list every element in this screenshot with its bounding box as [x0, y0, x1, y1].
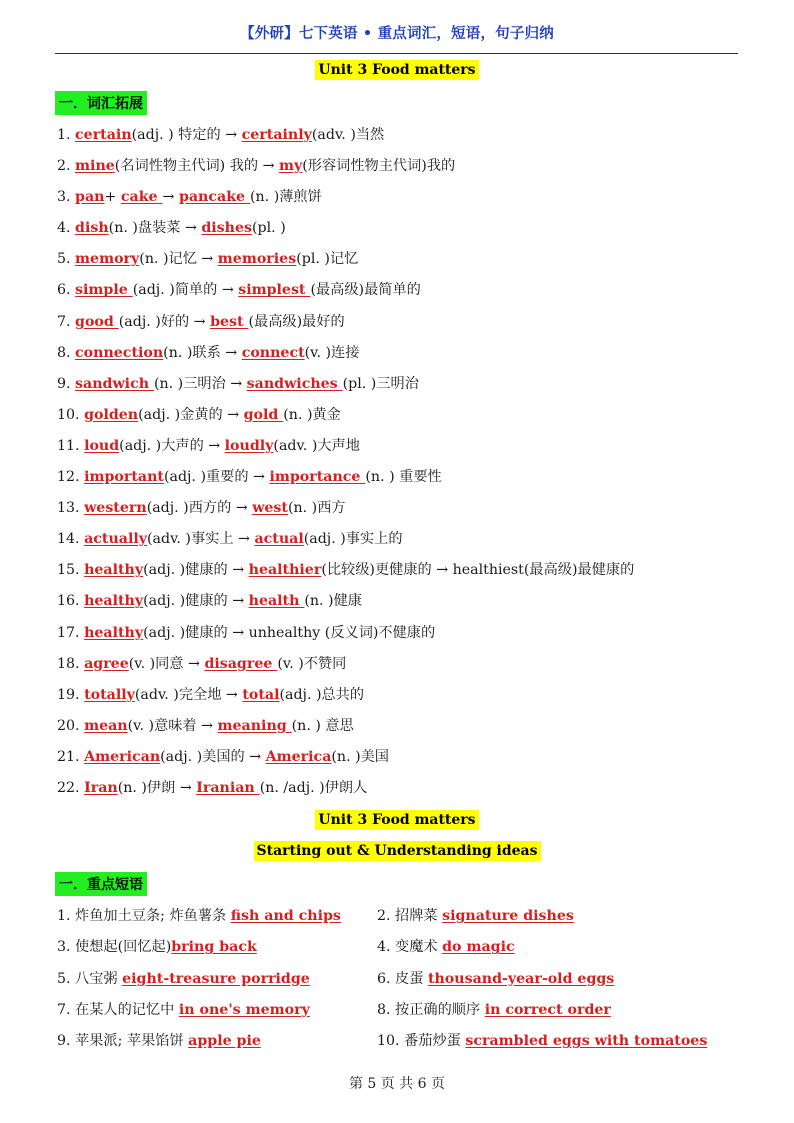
vocab-item [57, 402, 757, 433]
vocab-text: (v. )连接 [304, 344, 360, 361]
phrase-item [377, 1028, 707, 1054]
answer-word: healthy [84, 562, 144, 579]
phrase-row [57, 997, 757, 1028]
phrase-english-answer: in one's memory [178, 1001, 310, 1018]
answer-word: America [265, 748, 332, 765]
phrase-item [57, 903, 341, 929]
phrase-chinese: 按正确的顺序 [395, 1001, 485, 1018]
answer-word: pan [75, 189, 105, 206]
answer-word: American [84, 748, 161, 765]
phrase-number: 10. [377, 1033, 405, 1050]
vocab-text: (adv. )当然 [311, 127, 385, 143]
vocab-item-number: 9. [57, 375, 76, 392]
vocab-text: (adj. )好的 → [118, 313, 211, 330]
answer-word: dishes [201, 220, 253, 237]
subsection-banner [0, 843, 794, 859]
vocab-item [57, 371, 757, 402]
phrase-item [377, 966, 614, 992]
subsection-banner-text: Starting out & Understanding ideas [254, 841, 541, 861]
answer-word: sandwiches [246, 375, 343, 392]
answer-word: disagree [204, 655, 278, 672]
vocab-text: (adj. )简单的 → [132, 282, 239, 299]
vocab-item [57, 651, 757, 682]
answer-word: good [75, 313, 119, 330]
phrase-english-answer: scrambled eggs with tomatoes [465, 1033, 708, 1050]
phrase-number: 2. [377, 908, 396, 924]
phrase-number: 5. [57, 970, 76, 987]
answer-word: cake [120, 189, 163, 206]
vocab-text: (adj. )金黄的 → [138, 406, 244, 423]
vocab-item-number: 17. [57, 624, 85, 641]
vocab-text: (比较级)更健康的 → healthiest(最高级)最健康的 [321, 562, 635, 579]
phrase-item [377, 903, 574, 929]
vocab-text: (v. )同意 → [128, 655, 205, 672]
phrase-english-answer: thousand-year-old eggs [427, 970, 615, 987]
answer-word: simple [75, 282, 133, 299]
answer-word: importance [269, 469, 366, 486]
phrase-english-answer: signature dishes [442, 908, 574, 924]
vocab-item [57, 309, 757, 340]
vocab-item [57, 153, 757, 184]
vocab-item-number: 6. [57, 282, 76, 299]
vocab-item-number: 3. [57, 189, 76, 206]
vocab-item-number: 12. [57, 469, 85, 486]
vocab-item-number: 2. [57, 158, 76, 175]
phrase-list [57, 903, 757, 1059]
answer-word: connect [241, 344, 305, 361]
vocab-text: (n. )三明治 → [153, 375, 247, 392]
vocab-text: (n. )健康 [304, 593, 362, 610]
phrase-chinese: 八宝粥 [75, 970, 123, 987]
vocab-text: (最高级)最简单的 [310, 282, 421, 299]
answer-word: total [242, 686, 280, 703]
answer-word: loudly [224, 437, 274, 454]
vocab-item [57, 526, 757, 557]
vocab-item [57, 557, 757, 588]
vocab-item [57, 464, 757, 495]
answer-word: mean [84, 717, 128, 734]
answer-word: connection [75, 344, 164, 361]
answer-word: pancake [178, 189, 250, 206]
vocab-text: (adj. )美国的 → [160, 748, 266, 765]
answer-word: gold [243, 406, 284, 423]
vocab-item [57, 122, 757, 153]
phrase-row [57, 934, 757, 965]
vocab-text: → [162, 189, 179, 206]
vocab-text: (pl. )记忆 [296, 251, 359, 268]
answer-word: west [252, 500, 288, 517]
answer-word: certainly [241, 127, 312, 143]
vocab-item [57, 277, 757, 308]
vocab-text: (adj. ) 特定的 → [131, 127, 242, 143]
vocab-text: (n. )联系 → [163, 344, 242, 361]
phrase-chinese: 苹果派; 苹果馅饼 [75, 1033, 189, 1050]
vocab-text: (名词性物主代词) 我的 → [114, 158, 279, 175]
vocab-text: (n. )记忆 → [139, 251, 218, 268]
vocab-text: (adv. )完全地 → [134, 686, 243, 703]
vocab-item-number: 19. [57, 686, 85, 703]
phrase-english-answer: apple pie [188, 1033, 261, 1050]
phrase-english-answer: fish and chips [230, 908, 341, 924]
vocab-item [57, 744, 757, 775]
vocab-text: (adj. )大声的 → [119, 437, 225, 454]
vocab-text: (adv. )大声地 [273, 437, 360, 454]
vocab-text: (n. ) 重要性 [365, 469, 442, 486]
phrase-number: 1. [57, 908, 76, 924]
vocab-item [57, 184, 757, 215]
vocab-text: (adj. )事实上的 [303, 531, 403, 548]
vocab-item-number: 14. [57, 531, 85, 548]
vocab-item [57, 682, 757, 713]
vocab-text: (n. /adj. )伊朗人 [259, 779, 368, 796]
vocab-text: + [104, 189, 121, 206]
answer-word: health [248, 593, 305, 610]
vocab-text: (n. )美国 [331, 748, 389, 765]
unit-banner [0, 62, 794, 78]
vocab-text: (adj. )西方的 → [146, 500, 253, 517]
answer-word: certain [75, 127, 132, 143]
vocab-text: (v. )意味着 → [127, 717, 218, 734]
answer-word: mine [75, 158, 115, 175]
phrase-row [57, 966, 757, 997]
answer-word: actually [84, 531, 147, 548]
vocab-item-number: 18. [57, 655, 85, 672]
phrase-chinese: 在某人的记忆中 [75, 1001, 179, 1018]
vocab-item [57, 620, 757, 651]
vocab-text: (n. )薄煎饼 [250, 189, 322, 206]
answer-word: best [210, 313, 249, 330]
page-header-title: 【外研】七下英语 • 重点词汇，短语，句子归纳 [240, 26, 554, 42]
answer-word: healthy [84, 624, 144, 641]
phrase-english-answer: bring back [171, 939, 257, 956]
vocab-text: (n. )盘装菜 → [108, 220, 202, 237]
page-footer: 第 5 页 共 6 页 [348, 1076, 446, 1092]
vocab-item-number: 4. [57, 220, 76, 237]
vocab-item-number: 10. [57, 406, 85, 423]
answer-word: important [84, 469, 164, 486]
phrase-number: 6. [377, 970, 396, 987]
vocab-item [57, 495, 757, 526]
phrase-number: 3. [57, 939, 76, 956]
vocab-text: (最高级)最好的 [248, 313, 345, 330]
answer-word: agree [84, 655, 129, 672]
answer-word: actual [254, 531, 304, 548]
answer-word: Iranian [196, 779, 260, 796]
vocab-text: (adj. )总共的 [279, 686, 365, 703]
vocab-text: (n. )伊朗 → [117, 779, 197, 796]
vocab-text: (adv. )事实上 → [147, 531, 255, 548]
answer-word: memories [217, 251, 297, 268]
vocab-text: (n. )黄金 [283, 406, 341, 423]
section-heading-phrases: 一．重点短语 [55, 872, 147, 896]
vocab-item [57, 775, 757, 806]
phrase-chinese: 番茄炒蛋 [404, 1033, 466, 1050]
phrase-english-answer: do magic [442, 939, 515, 956]
answer-word: dish [75, 220, 109, 237]
answer-word: golden [84, 406, 139, 423]
vocab-item [57, 215, 757, 246]
vocab-item [57, 246, 757, 277]
phrase-item [57, 1028, 261, 1054]
answer-word: healthy [84, 593, 144, 610]
phrase-number: 9. [57, 1033, 76, 1050]
vocab-text: (adj. )健康的 → [143, 562, 249, 579]
phrase-english-answer: in correct order [484, 1001, 611, 1018]
vocab-item-number: 16. [57, 593, 85, 610]
header-divider [55, 53, 738, 54]
vocabulary-list [57, 122, 757, 806]
phrase-item [377, 934, 515, 960]
phrase-number: 4. [377, 939, 396, 956]
answer-word: sandwich [75, 375, 154, 392]
phrase-number: 8. [377, 1001, 396, 1018]
vocab-text: (n. )西方 [287, 500, 346, 517]
section-heading-vocabulary: 一．词汇拓展 [55, 91, 147, 115]
vocab-item-number: 20. [57, 717, 85, 734]
vocab-item-number: 8. [57, 344, 76, 361]
answer-word: western [84, 500, 147, 517]
phrase-chinese: 使想起(回忆起) [75, 939, 172, 956]
vocab-item [57, 713, 757, 744]
answer-word: simplest [238, 282, 311, 299]
unit-banner-text: Unit 3 Food matters [315, 60, 478, 80]
unit-banner-2-text: Unit 3 Food matters [315, 810, 478, 830]
vocab-item-number: 15. [57, 562, 85, 579]
answer-word: meaning [217, 717, 292, 734]
phrase-item [57, 934, 257, 960]
vocab-text: (pl. )三明治 [342, 375, 419, 392]
vocab-item-number: 22. [57, 779, 85, 796]
vocab-text: (v. )不赞同 [277, 655, 347, 672]
vocab-item-number: 5. [57, 251, 76, 268]
vocab-item [57, 433, 757, 464]
vocab-item-number: 7. [57, 313, 76, 330]
unit-banner-2 [0, 812, 794, 828]
answer-word: memory [75, 251, 140, 268]
phrase-chinese: 变魔术 [395, 939, 443, 956]
vocab-text: (adj. )健康的 → unhealthy (反义词)不健康的 [143, 624, 436, 641]
answer-word: Iran [84, 779, 118, 796]
answer-word: healthier [248, 562, 322, 579]
phrase-item [377, 997, 611, 1023]
vocab-item-number: 11. [57, 437, 85, 454]
vocab-text: (adj. )重要的 → [163, 469, 270, 486]
phrase-chinese: 皮蛋 [395, 970, 428, 987]
vocab-item-number: 13. [57, 500, 85, 517]
phrase-chinese: 炸鱼加土豆条; 炸鱼薯条 [75, 908, 231, 924]
vocab-item-number: 21. [57, 748, 85, 765]
vocab-text: (adj. )健康的 → [143, 593, 249, 610]
vocab-text: (pl. ) [252, 220, 286, 237]
vocab-text: (n. ) 意思 [291, 717, 354, 734]
phrase-item [57, 966, 310, 992]
vocab-item [57, 588, 757, 619]
phrase-row [57, 1028, 757, 1059]
answer-word: loud [84, 437, 120, 454]
vocab-text: (形容词性物主代词)我的 [302, 158, 456, 175]
phrase-item [57, 997, 310, 1023]
phrase-row [57, 903, 757, 934]
vocab-item [57, 340, 757, 371]
phrase-english-answer: eight-treasure porridge [122, 970, 310, 987]
answer-word: totally [84, 686, 135, 703]
phrase-chinese: 招牌菜 [395, 908, 443, 924]
answer-word: my [278, 158, 303, 175]
phrase-number: 7. [57, 1001, 76, 1018]
vocab-item-number: 1. [57, 127, 76, 143]
